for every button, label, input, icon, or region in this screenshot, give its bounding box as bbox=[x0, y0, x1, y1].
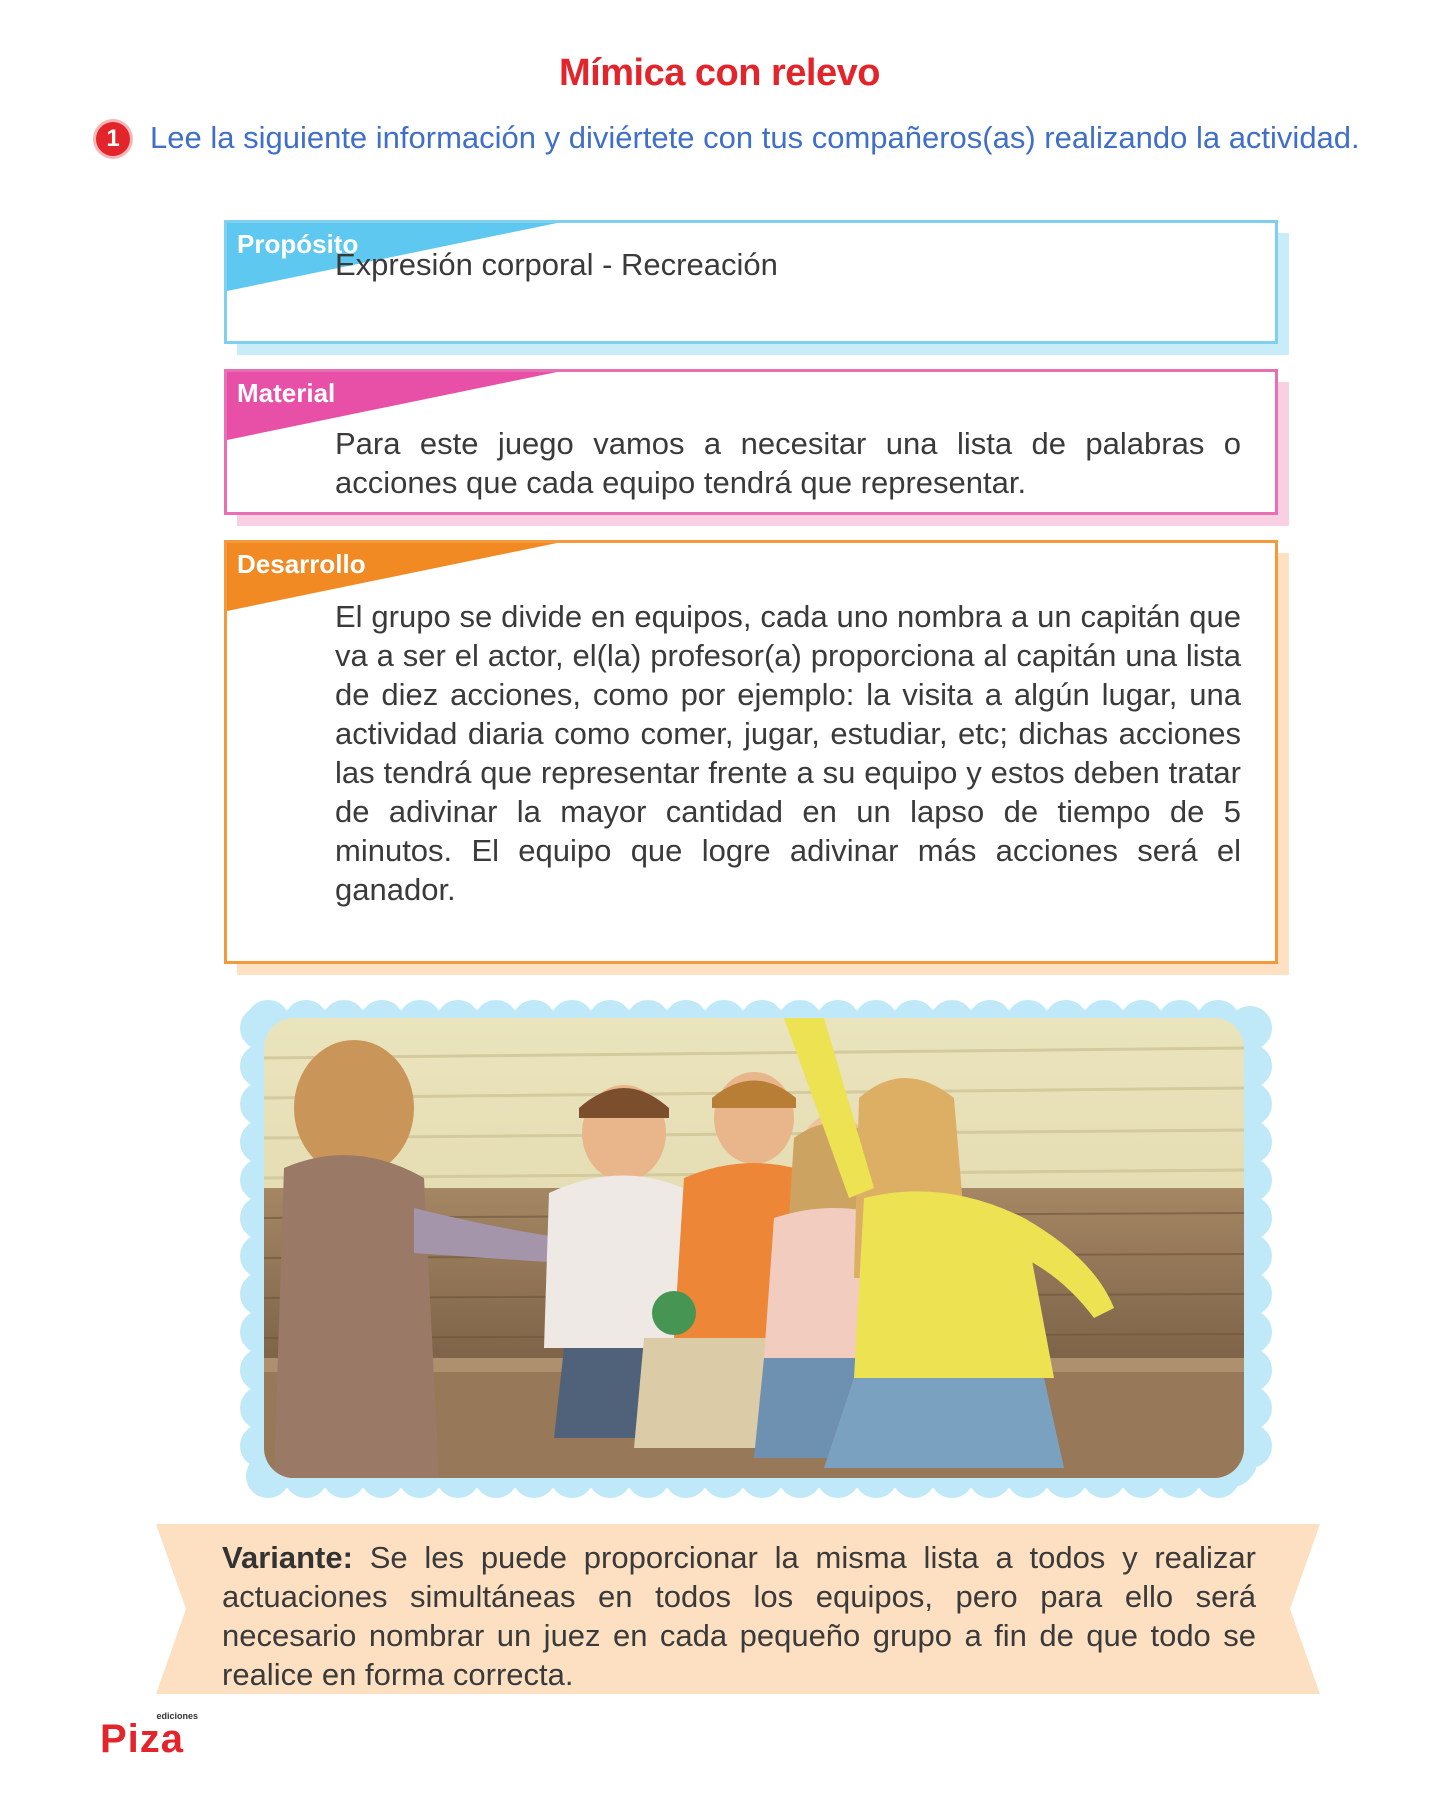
section-label: Desarrollo bbox=[237, 549, 366, 579]
children-playing-image bbox=[264, 1018, 1244, 1478]
photo-frame bbox=[240, 1000, 1272, 1498]
section-proposito bbox=[224, 220, 1278, 344]
section-text: El grupo se divide en equipos, cada uno nombra a un capitán que va a ser el actor, el(la) profesor(a) proporciona al capitán una lista de diez acciones, como por ejemplo: la visita a algún lugar, una actividad diaria como comer, jugar, estudiar, etc; dichas acciones las tendrá que representar frente a su equipo y estos deben tratar de adivinar la mayor cantidad en un lapso de tiempo de 5 minutos. El equipo que logre adivinar más acciones será el ganador. bbox=[335, 599, 1241, 907]
variant-label: Variante: bbox=[222, 1540, 353, 1575]
section-material bbox=[224, 369, 1278, 515]
variant-ribbon bbox=[156, 1524, 1320, 1694]
section-desarrollo bbox=[224, 540, 1278, 964]
page-title: Mímica con relevo bbox=[559, 52, 880, 94]
section-text: Para este juego vamos a necesitar una lista de palabras o acciones que cada equipo tendrá que representar. bbox=[335, 426, 1241, 500]
step-number-badge: 1 bbox=[96, 122, 130, 156]
instruction-text: Lee la siguiente información y diviértete con tus compañeros(as) realizando la actividad. bbox=[150, 120, 1360, 155]
section-label: Material bbox=[237, 378, 336, 408]
children-photo bbox=[264, 1018, 1244, 1478]
piza-logo-icon bbox=[98, 1710, 208, 1756]
section-label: Propósito bbox=[237, 229, 359, 259]
logo-main-text: Piza bbox=[100, 1717, 185, 1756]
logo-small-text: ediciones bbox=[156, 1711, 198, 1721]
publisher-logo bbox=[98, 1710, 208, 1756]
instruction bbox=[96, 118, 1376, 157]
variant-text bbox=[222, 1538, 1256, 1694]
section-text: Expresión corporal - Recreación bbox=[335, 247, 778, 282]
variant-body: Se les puede proporcionar la misma lista a todos y realizar actuaciones simultáneas en todos los equipos, pero para ello será necesario nombrar un juez en cada pequeño grupo a fin de que todo se realice en forma correcta. bbox=[222, 1540, 1256, 1692]
